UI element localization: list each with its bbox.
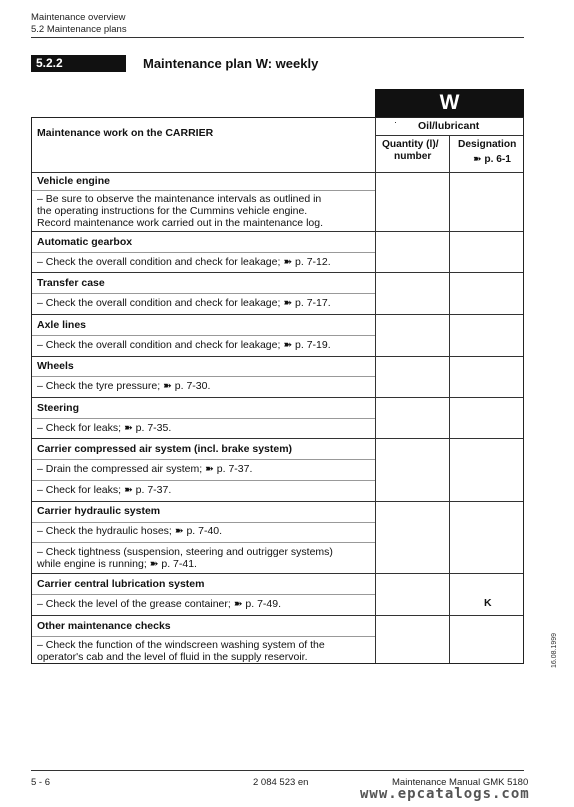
column-header-quantity: Quantity (l)/	[382, 139, 439, 150]
task-line: – Check the hydraulic hoses; ➽ p. 7-40.	[37, 525, 223, 537]
document-number: 2 084 523 en	[253, 777, 309, 788]
title-subdivider	[32, 293, 375, 294]
column-divider-work	[375, 118, 376, 663]
task-line: – Check the overall condition and check for leakage; ➽ p. 7-12.	[37, 256, 331, 268]
task-line: – Check for leaks; ➽ p. 7-35.	[37, 422, 172, 434]
header-chapter: Maintenance overview	[31, 12, 126, 23]
row-divider	[32, 438, 523, 439]
designation-mark: K	[484, 597, 492, 609]
title-subdivider	[32, 636, 375, 637]
header-divider-row	[32, 172, 523, 173]
row-divider	[32, 615, 523, 616]
row-divider	[32, 356, 523, 357]
title-subdivider	[32, 376, 375, 377]
item-subdivider	[32, 480, 375, 481]
column-divider-designation	[449, 135, 450, 663]
row-divider	[32, 231, 523, 232]
group-title-vehicle-engine: Vehicle engine	[37, 175, 110, 187]
designation-reference: ➽ p. 6-1	[473, 154, 511, 165]
task-line: – Check for leaks; ➽ p. 7-37.	[37, 484, 172, 496]
row-divider	[32, 272, 523, 273]
title-subdivider	[32, 459, 375, 460]
group-title-compressed-air: Carrier compressed air system (incl. brake system)	[37, 443, 293, 455]
title-subdivider	[32, 418, 375, 419]
title-subdivider	[32, 594, 375, 595]
row-divider	[32, 314, 523, 315]
row-divider	[32, 501, 523, 502]
title-subdivider	[32, 190, 375, 191]
item-subdivider	[32, 542, 375, 543]
task-line: while engine is running; ➽ p. 7-41.	[37, 558, 197, 570]
group-title-automatic-gearbox: Automatic gearbox	[37, 236, 133, 248]
task-line: – Check the function of the windscreen washing system of the	[37, 639, 325, 651]
watermark: www.epcatalogs.com	[360, 786, 530, 802]
task-line: operator's cab and the level of fluid in the supply reservoir.	[37, 651, 308, 663]
header-divider	[31, 37, 524, 38]
group-title-steering: Steering	[37, 402, 80, 414]
group-title-hydraulic-system: Carrier hydraulic system	[37, 505, 161, 517]
task-line: – Check tightness (suspension, steering and outrigger systems)	[37, 546, 333, 558]
row-divider	[32, 573, 523, 574]
oil-mark: ·	[394, 117, 397, 127]
revision-date: 16.08.1999	[551, 632, 558, 668]
group-title-axle-lines: Axle lines	[37, 319, 87, 331]
title-subdivider	[32, 522, 375, 523]
task-line: – Check the overall condition and check for leakage; ➽ p. 7-17.	[37, 297, 331, 309]
column-header-number: number	[394, 151, 432, 162]
task-line: the operating instructions for the Cummins vehicle engine.	[37, 205, 308, 217]
group-title-transfer-case: Transfer case	[37, 277, 105, 289]
interval-header: W	[375, 89, 524, 117]
column-header-designation: Designation	[458, 139, 517, 150]
task-line: – Check the overall condition and check for leakage; ➽ p. 7-19.	[37, 339, 331, 351]
group-title-wheels: Wheels	[37, 360, 74, 372]
title-subdivider	[32, 252, 375, 253]
header-subchapter: 5.2 Maintenance plans	[31, 24, 127, 35]
manual-title: Maintenance Manual GMK 5180	[392, 777, 529, 788]
task-line: – Be sure to observe the maintenance intervals as outlined in	[37, 193, 322, 205]
title-subdivider	[32, 335, 375, 336]
section-number: 5.2.2	[31, 55, 126, 72]
page-number: 5 - 6	[31, 777, 51, 788]
task-line: – Drain the compressed air system; ➽ p. 7-37.	[37, 463, 253, 475]
footer-divider	[31, 770, 524, 771]
page-title: Maintenance plan W: weekly	[143, 56, 319, 71]
group-title-other-checks: Other maintenance checks	[37, 620, 171, 632]
task-line: – Check the tyre pressure; ➽ p. 7-30.	[37, 380, 211, 392]
maintenance-table	[31, 117, 524, 664]
group-title-central-lubrication: Carrier central lubrication system	[37, 578, 205, 590]
row-divider	[32, 397, 523, 398]
task-line: – Check the level of the grease container; ➽ p. 7-49.	[37, 598, 282, 610]
oil-subheader-divider	[375, 135, 523, 136]
task-line: Record maintenance work carried out in the maintenance log.	[37, 217, 323, 229]
column-header-work: Maintenance work on the CARRIER	[37, 127, 214, 139]
column-header-oil: Oil/lubricant	[418, 120, 480, 132]
